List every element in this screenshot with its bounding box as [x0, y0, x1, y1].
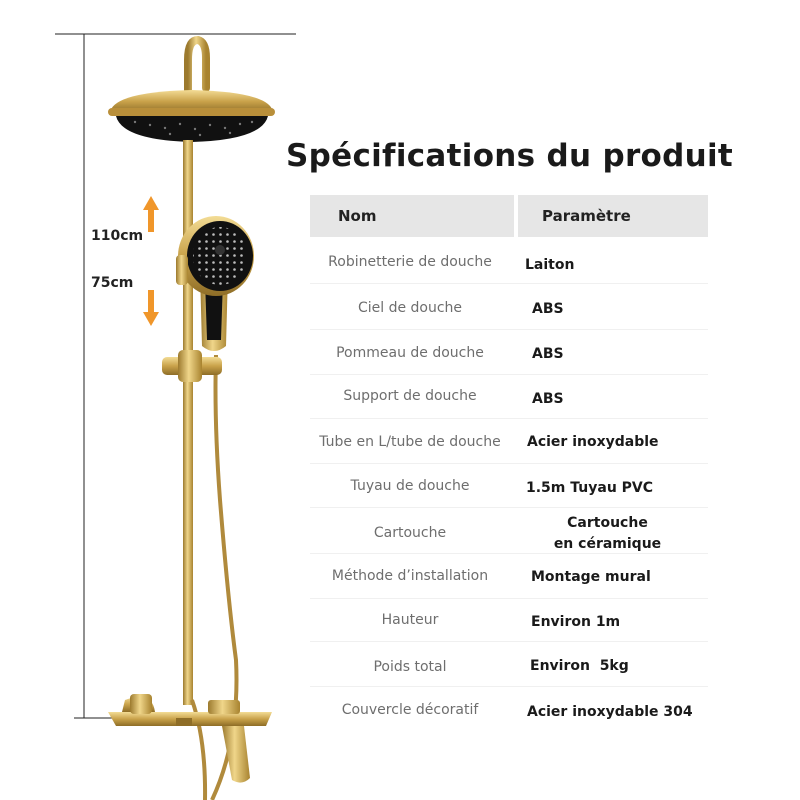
table-row	[310, 286, 708, 330]
table-row	[310, 240, 708, 284]
row-name: Robinetterie de douche	[328, 254, 492, 270]
table-row	[310, 643, 708, 687]
row-value: Acier inoxydable	[527, 434, 659, 450]
row-name: Tube en L/tube de douche	[319, 434, 501, 450]
row-value-line: Cartouche	[567, 515, 648, 531]
row-value	[540, 513, 675, 555]
row-name: Cartouche	[373, 525, 447, 541]
table-row	[310, 555, 708, 599]
table-row	[310, 331, 708, 375]
row-name: Support de douche	[343, 388, 477, 404]
row-value: Montage mural	[531, 569, 651, 585]
header-name-label: Nom	[338, 207, 377, 225]
table-row	[310, 598, 708, 642]
table-header-name	[310, 195, 514, 237]
dimension-label-lower: 75cm	[91, 275, 134, 291]
row-value: 1.5m Tuyau PVC	[526, 480, 654, 496]
row-name: Poids total	[373, 659, 447, 675]
header-param-label: Paramètre	[542, 207, 631, 225]
page-title: Spécifications du produit	[286, 138, 734, 174]
arrow-down-icon	[143, 290, 159, 326]
table-row	[310, 420, 708, 464]
row-value: ABS	[532, 301, 564, 317]
rain-shower-head	[108, 90, 275, 142]
arrow-up-icon	[143, 196, 159, 232]
row-name: Méthode d’installation	[331, 568, 489, 584]
row-value: ABS	[532, 391, 564, 407]
row-name: Couvercle décoratif	[341, 702, 479, 718]
dimension-label-upper: 110cm	[91, 228, 144, 244]
row-name: Hauteur	[381, 612, 439, 628]
table-row	[310, 375, 708, 419]
row-value: Environ 1m	[531, 614, 621, 630]
row-value: Environ 5kg	[530, 658, 629, 674]
row-name: Ciel de douche	[357, 300, 463, 316]
table-row	[310, 464, 708, 508]
table-row	[310, 688, 708, 732]
mixer-valve	[108, 694, 272, 783]
row-value: Acier inoxydable 304	[527, 704, 693, 720]
row-value: Laiton	[525, 257, 575, 273]
row-name: Pommeau de douche	[336, 345, 484, 361]
row-value: ABS	[532, 346, 564, 362]
riser-pipe	[183, 140, 193, 705]
row-name: Tuyau de douche	[350, 478, 470, 494]
slide-bracket	[162, 350, 222, 382]
table-header-param	[518, 195, 708, 237]
row-value-line: en céramique	[553, 536, 662, 552]
table-row	[310, 508, 708, 554]
